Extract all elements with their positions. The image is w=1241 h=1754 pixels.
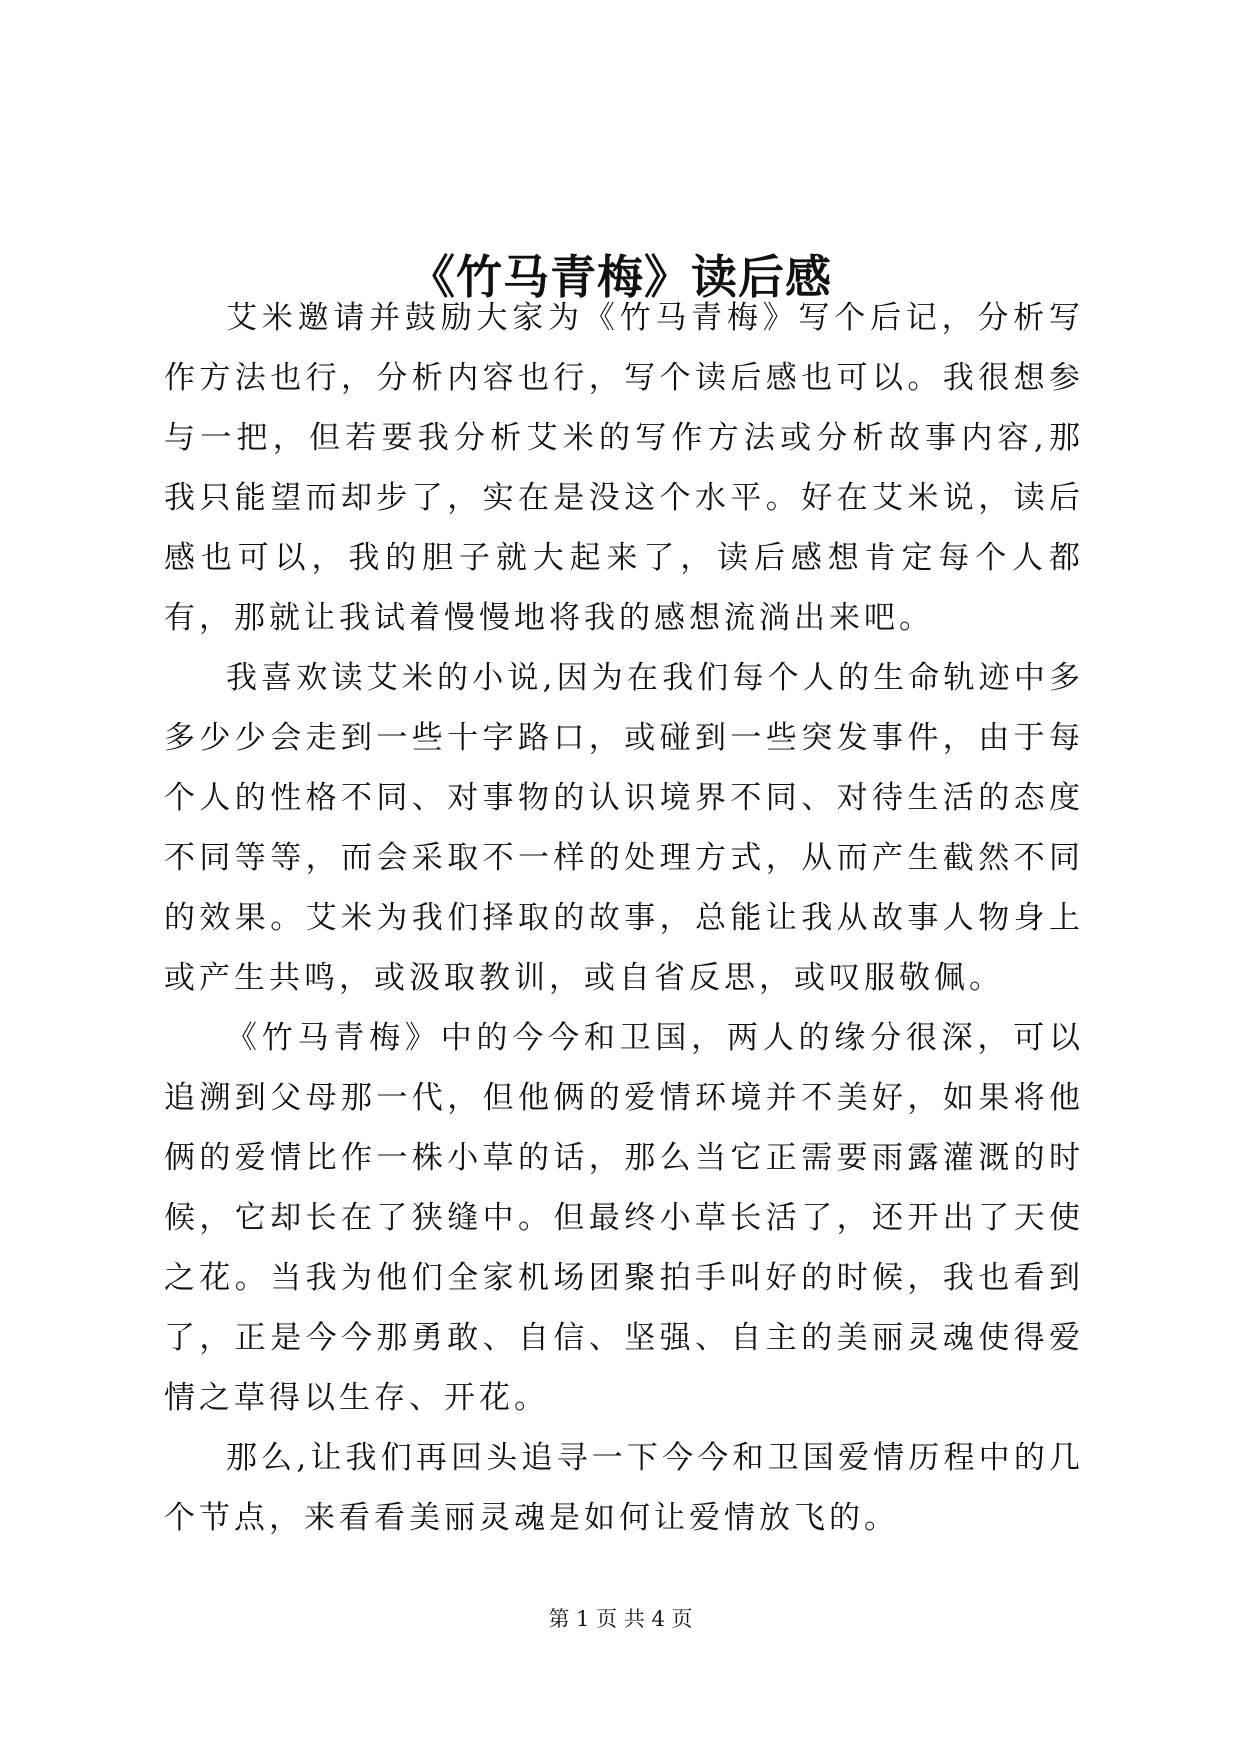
paragraph-3: 《竹马青梅》中的今今和卫国，两人的缘分很深，可以追溯到父母那一代，但他俩的爱情环境并不美好，如果将他俩的爱情比作一株小草的话，那么当它正需要雨露灌溉的时候，它却长在了狭缝中。但最终小草长活了，还开出了天使之花。当我为他们全家机场团聚拍手叫好的时候，我也看到了，正是今今那勇敢、自信、坚强、自主的美丽灵魂使得爱情之草得以生存、开花。 [164,1020,1084,1416]
paragraph-1: 艾米邀请并鼓励大家为《竹马青梅》写个后记，分析写作方法也行，分析内容也行，写个读后感也可以。我很想参与一把，但若要我分析艾米的写作方法或分析故事内容,那我只能望而却步了，实在是没这个水平。好在艾米说，读后感也可以，我的胆子就大起来了，读后感想肯定每个人都有，那就让我试着慢慢地将我的感想流淌出来吧。 [164,300,1084,636]
document-body [164,288,1084,1548]
document-title: 《竹马青梅》读后感 [409,249,832,304]
paragraph-4: 那么,让我们再回头追寻一下今今和卫国爱情历程中的几个节点，来看看美丽灵魂是如何让爱情放飞的。 [164,1440,1084,1536]
paragraph-2: 我喜欢读艾米的小说,因为在我们每个人的生命轨迹中多多少少会走到一些十字路口，或碰到一些突发事件，由于每个人的性格不同、对事物的认识境界不同、对待生活的态度不同等等，而会采取不一样的处理方式，从而产生截然不同的效果。艾米为我们择取的故事，总能让我从故事人物身上或产生共鸣，或汲取教训，或自省反思，或叹服敬佩。 [164,660,1084,996]
page-number-footer: 第 1 页 共 4 页 [548,1607,693,1631]
